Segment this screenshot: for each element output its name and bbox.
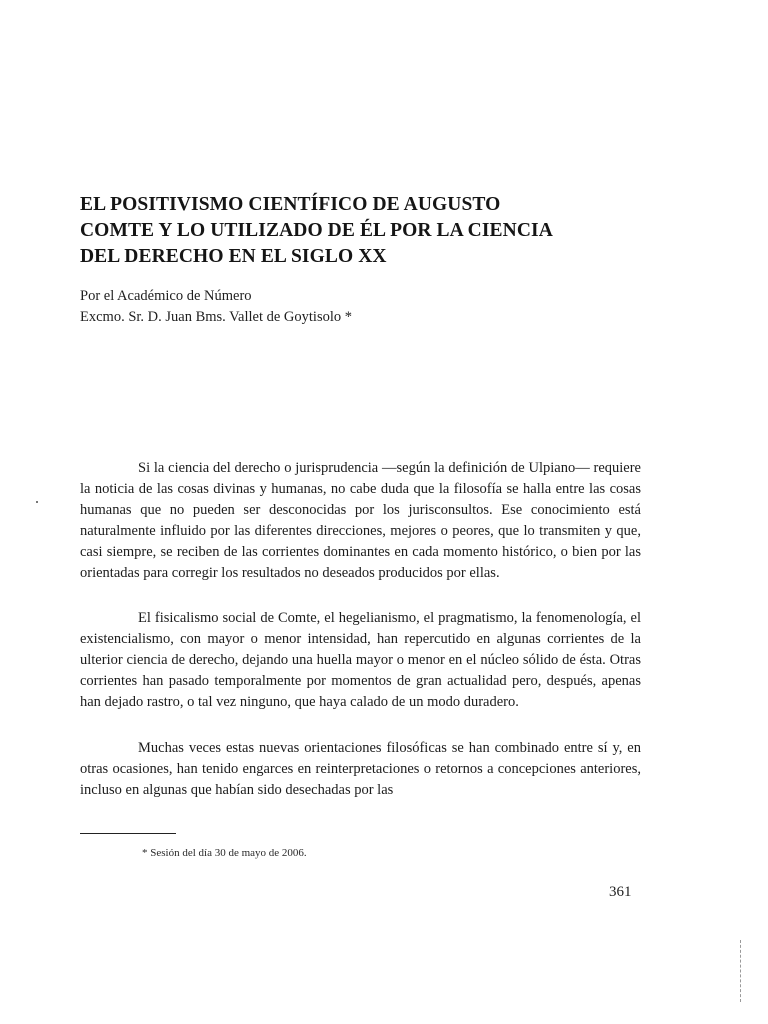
article-title <box>80 192 640 270</box>
footnote-divider <box>80 833 176 834</box>
title-line-1: EL POSITIVISMO CIENTÍFICO DE AUGUSTO <box>80 194 501 215</box>
byline-role: Por el Académico de Número <box>80 288 252 304</box>
scan-edge-mark <box>740 940 741 1002</box>
title-line-2: COMTE Y LO UTILIZADO DE ÉL POR LA CIENCIA <box>80 220 553 241</box>
body-paragraph-2: El fisicalismo social de Comte, el hegelianismo, el pragmatismo, la fenomenología, el existencialismo, con mayor o menor intensidad, han repercutido en algunas corrientes de la ulterior ciencia de derecho, dejando una huella mayor o menor en el núcleo sólido de ésta. Otras corrientes han pasado temporalmente por momentos de gran actualidad pero, después, apenas han dejado rastro, o tal vez ninguno, que haya calado de un modo duradero. <box>80 610 641 711</box>
body-paragraph-1: Si la ciencia del derecho o jurisprudencia —según la definición de Ulpiano— requiere la noticia de las cosas divinas y humanas, no cabe duda que la filosofía se halla entre las cosas humanas que no pueden ser desconocidas por los jurisconsultos. Ese conocimiento está naturalmente influido por las diferentes direcciones, mejores o peores, que lo transmiten y que, casi siempre, se reciben de las corrientes dominantes en cada momento histórico, o bien por las orientadas para corregir los resultados no deseados producidos por ellas. <box>80 460 641 582</box>
author-byline <box>80 286 640 328</box>
scan-speck <box>36 501 38 503</box>
byline-author: Excmo. Sr. D. Juan Bms. Vallet de Goytisolo * <box>80 309 353 325</box>
page-number: 361 <box>609 884 632 900</box>
body-paragraph-3: Muchas veces estas nuevas orientaciones filosóficas se han combinado entre sí y, en otras ocasiones, han tenido engarces en reinterpretaciones o retornos a concepciones anteriores, incluso en algunas que habían sido desechadas por las <box>80 740 641 799</box>
title-line-3: DEL DERECHO EN EL SIGLO XX <box>80 246 387 267</box>
footnote: * Sesión del día 30 de mayo de 2006. <box>142 847 307 859</box>
